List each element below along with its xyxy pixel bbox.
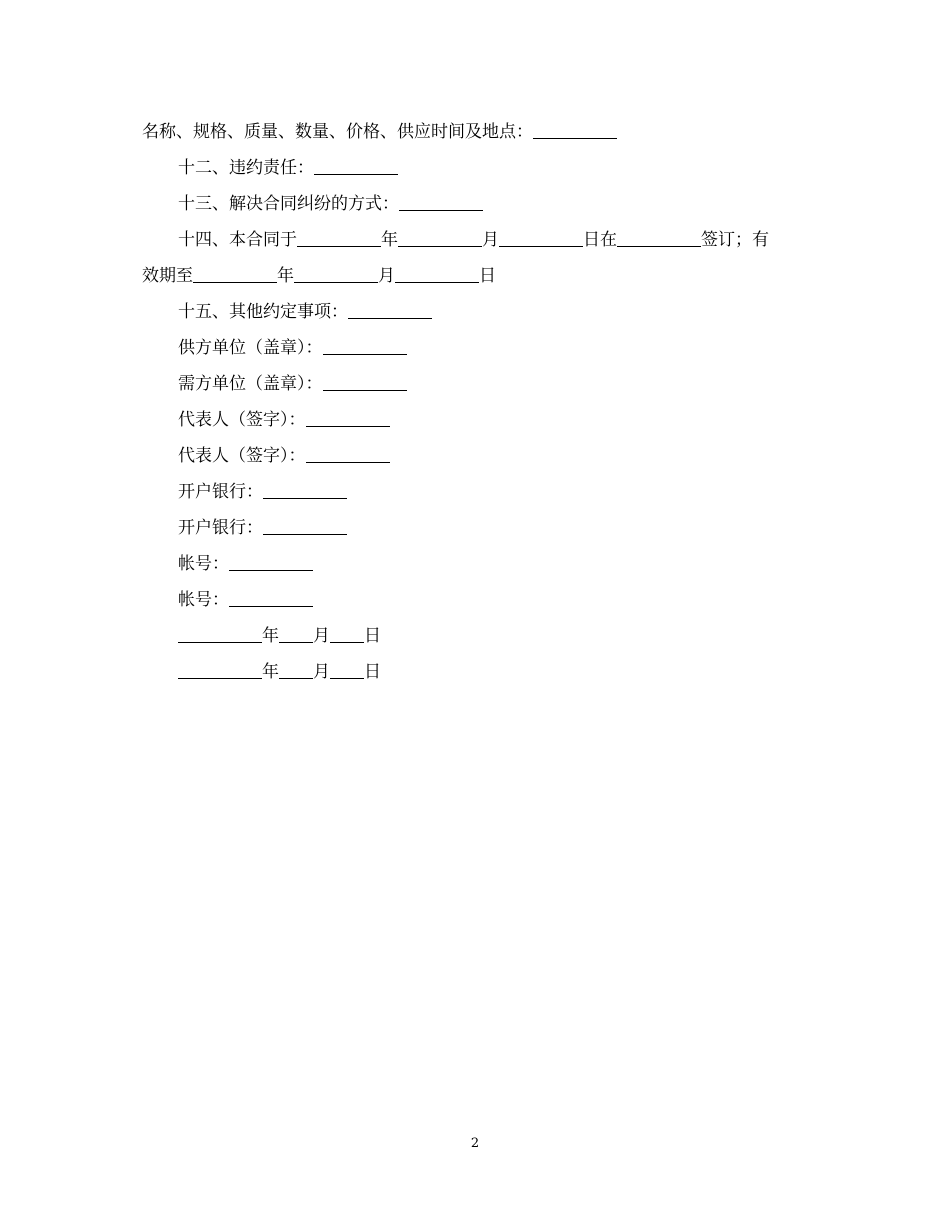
line-text: 日 bbox=[479, 266, 496, 286]
fill-in-blank bbox=[499, 228, 583, 247]
line-text: 十四、本合同于 bbox=[178, 230, 297, 250]
buyer-representative-line bbox=[142, 438, 802, 474]
line-label: 十五、其他约定事项： bbox=[178, 302, 348, 322]
fill-in-blank bbox=[323, 372, 407, 391]
buyer-seal-line bbox=[142, 366, 802, 402]
goods-details-line bbox=[142, 114, 802, 150]
fill-in-blank bbox=[297, 228, 381, 247]
fill-in-blank bbox=[294, 264, 378, 283]
line-label: 开户银行： bbox=[178, 482, 263, 502]
buyer-account-line bbox=[142, 582, 802, 618]
fill-in-blank bbox=[178, 660, 262, 679]
line-text: 日 bbox=[364, 662, 381, 682]
clause-15-other-matters bbox=[142, 294, 802, 330]
buyer-bank-line bbox=[142, 510, 802, 546]
document-body bbox=[142, 114, 802, 690]
supplier-date-line bbox=[142, 618, 802, 654]
line-label: 开户银行： bbox=[178, 518, 263, 538]
buyer-date-line bbox=[142, 654, 802, 690]
line-text: 日在 bbox=[583, 230, 617, 250]
fill-in-blank bbox=[398, 228, 482, 247]
fill-in-blank bbox=[395, 264, 479, 283]
fill-in-blank bbox=[399, 192, 483, 211]
line-text: 月 bbox=[313, 626, 330, 646]
line-text: 日 bbox=[364, 626, 381, 646]
line-text: 月 bbox=[378, 266, 395, 286]
fill-in-blank bbox=[306, 408, 390, 427]
fill-in-blank bbox=[533, 120, 617, 139]
line-text: 月 bbox=[313, 662, 330, 682]
clause-14-signing-date bbox=[142, 222, 802, 258]
line-text: 月 bbox=[482, 230, 499, 250]
supplier-bank-line bbox=[142, 474, 802, 510]
line-label: 十三、解决合同纠纷的方式： bbox=[178, 194, 399, 214]
fill-in-blank bbox=[323, 336, 407, 355]
page-number: 2 bbox=[470, 1136, 480, 1151]
line-label: 帐号： bbox=[178, 590, 229, 610]
line-text: 效期至 bbox=[142, 266, 193, 286]
fill-in-blank bbox=[330, 624, 364, 643]
fill-in-blank bbox=[279, 624, 313, 643]
fill-in-blank bbox=[617, 228, 701, 247]
line-label: 代表人（签字）： bbox=[178, 410, 306, 430]
supplier-account-line bbox=[142, 546, 802, 582]
line-label: 供方单位（盖章）： bbox=[178, 338, 323, 358]
fill-in-blank bbox=[279, 660, 313, 679]
fill-in-blank bbox=[314, 156, 398, 175]
line-text: 年 bbox=[262, 662, 279, 682]
supplier-representative-line bbox=[142, 402, 802, 438]
fill-in-blank bbox=[178, 624, 262, 643]
line-text: 年 bbox=[277, 266, 294, 286]
line-label: 代表人（签字）： bbox=[178, 446, 306, 466]
fill-in-blank bbox=[348, 300, 432, 319]
line-label: 名称、规格、质量、数量、价格、供应时间及地点： bbox=[142, 122, 533, 142]
clause-14-validity-period bbox=[142, 258, 802, 294]
line-text: 年 bbox=[262, 626, 279, 646]
clause-12-breach-liability bbox=[142, 150, 802, 186]
line-label: 十二、违约责任： bbox=[178, 158, 314, 178]
supplier-seal-line bbox=[142, 330, 802, 366]
fill-in-blank bbox=[263, 516, 347, 535]
fill-in-blank bbox=[229, 552, 313, 571]
fill-in-blank bbox=[330, 660, 364, 679]
fill-in-blank bbox=[229, 588, 313, 607]
fill-in-blank bbox=[263, 480, 347, 499]
clause-13-dispute-resolution bbox=[142, 186, 802, 222]
fill-in-blank bbox=[306, 444, 390, 463]
line-text: 签订；有 bbox=[701, 230, 769, 250]
fill-in-blank bbox=[193, 264, 277, 283]
line-text: 年 bbox=[381, 230, 398, 250]
line-label: 需方单位（盖章）： bbox=[178, 374, 323, 394]
line-label: 帐号： bbox=[178, 554, 229, 574]
